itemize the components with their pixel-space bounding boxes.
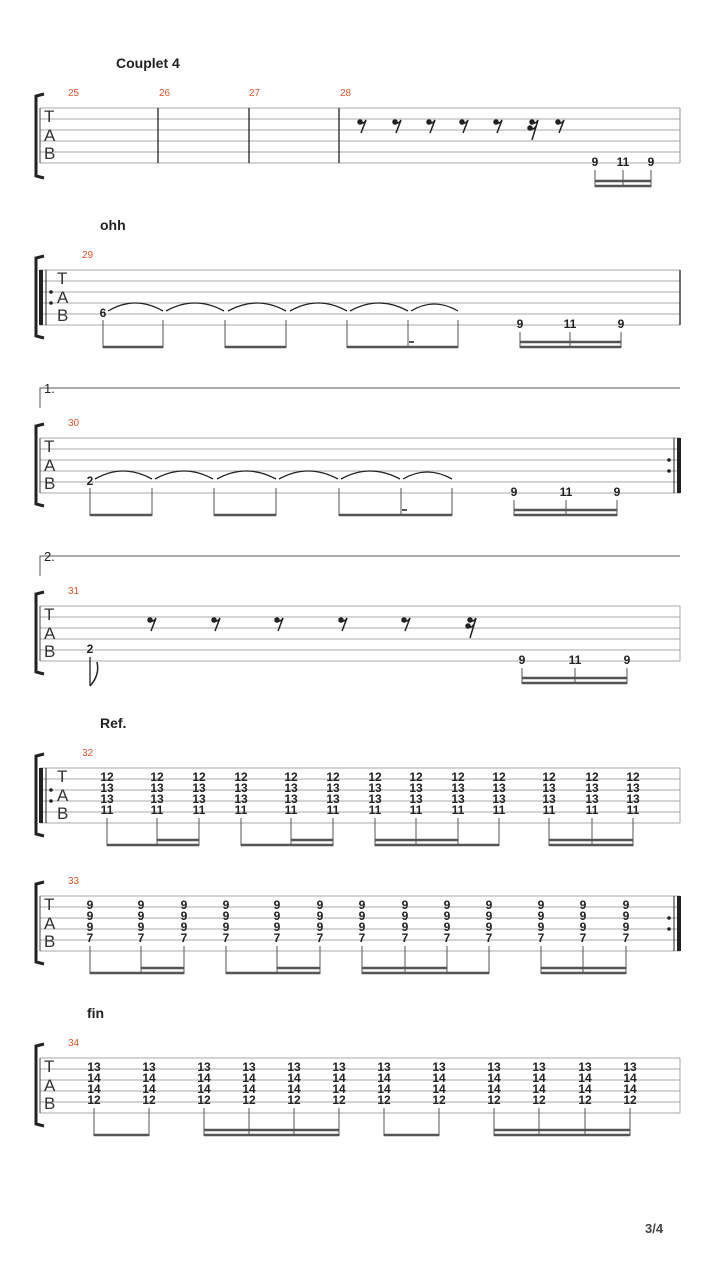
fret-number: 14 <box>432 1082 446 1096</box>
fret-number: 13 <box>585 781 599 795</box>
fret-number: 9 <box>316 920 324 934</box>
measure-number: 27 <box>249 88 261 99</box>
fret-number: 9 <box>485 898 493 912</box>
fret-number: 14 <box>287 1071 301 1085</box>
system-2 <box>36 217 680 348</box>
fret-number: 12 <box>377 1093 391 1107</box>
fret-number: 14 <box>332 1082 346 1096</box>
fret-number: 9 <box>86 920 94 934</box>
fret-number: 7 <box>222 931 230 945</box>
fret-number: 9 <box>180 898 188 912</box>
section-label: Couplet 4 <box>116 55 180 71</box>
measure-number: 29 <box>82 250 94 261</box>
svg-text:A: A <box>44 126 56 145</box>
fret-number: 11 <box>368 803 382 817</box>
fret-number: 9 <box>273 920 281 934</box>
fret-number: 9 <box>591 155 599 169</box>
fret-number: 9 <box>180 920 188 934</box>
fret-number: 12 <box>287 1093 301 1107</box>
fret-number: 13 <box>142 1060 156 1074</box>
fret-number: 12 <box>542 770 556 784</box>
fret-number: 13 <box>451 781 465 795</box>
system-7 <box>36 1005 680 1136</box>
fret-number: 9 <box>579 898 587 912</box>
repeat-start-sign <box>39 768 53 823</box>
fret-number: 14 <box>432 1071 446 1085</box>
fret-number: 11 <box>563 317 577 331</box>
fret-number: 14 <box>87 1082 101 1096</box>
fret-number: 13 <box>326 781 340 795</box>
fret-number: 13 <box>532 1060 546 1074</box>
measure-number: 33 <box>68 876 80 887</box>
fret-number: 7 <box>316 931 324 945</box>
fret-number: 13 <box>284 781 298 795</box>
fret-number: 9 <box>401 909 409 923</box>
tab-clef <box>57 269 69 325</box>
fret-number: 7 <box>443 931 451 945</box>
measure-number: 25 <box>68 88 80 99</box>
tab-clef <box>44 437 56 493</box>
fret-number: 9 <box>137 920 145 934</box>
fret-number: 12 <box>487 1093 501 1107</box>
fret-number: 2 <box>86 474 94 488</box>
fret-number: 9 <box>518 653 526 667</box>
fret-number: 13 <box>100 792 114 806</box>
fret-number: 14 <box>532 1071 546 1085</box>
fret-number: 13 <box>284 792 298 806</box>
fret-number: 12 <box>451 770 465 784</box>
fret-number: 12 <box>197 1093 211 1107</box>
fret-number: 9 <box>358 909 366 923</box>
tie-arcs <box>108 303 458 311</box>
svg-text:T: T <box>44 1057 55 1076</box>
svg-text:B: B <box>44 642 56 661</box>
fret-number: 13 <box>326 792 340 806</box>
fret-number: 7 <box>579 931 587 945</box>
fret-number: 11 <box>284 803 298 817</box>
fret-number: 13 <box>432 1060 446 1074</box>
system-6 <box>36 876 681 974</box>
fret-number: 12 <box>532 1093 546 1107</box>
fret-number: 11 <box>492 803 506 817</box>
fret-number: 7 <box>180 931 188 945</box>
fret-number: 12 <box>578 1093 592 1107</box>
fret-number: 9 <box>222 898 230 912</box>
fret-number: 9 <box>358 920 366 934</box>
fret-number: 13 <box>585 792 599 806</box>
fret-number: 7 <box>273 931 281 945</box>
fret-number: 13 <box>542 781 556 795</box>
page-number: 3/4 <box>645 1221 664 1236</box>
fret-number: 9 <box>137 909 145 923</box>
fret-number: 13 <box>100 781 114 795</box>
fret-number: 9 <box>622 909 630 923</box>
fret-number: 11 <box>192 803 206 817</box>
tab-clef <box>44 107 56 163</box>
system-5 <box>36 715 680 846</box>
fret-number: 13 <box>150 781 164 795</box>
tie-arcs <box>95 471 452 479</box>
fret-number: 9 <box>537 920 545 934</box>
fret-number: 14 <box>377 1082 391 1096</box>
fret-number: 9 <box>485 920 493 934</box>
fret-number: 9 <box>516 317 524 331</box>
fret-number: 9 <box>273 909 281 923</box>
fret-number: 9 <box>510 485 518 499</box>
fret-number: 9 <box>86 909 94 923</box>
fret-number: 14 <box>142 1082 156 1096</box>
tab-staff <box>40 606 680 661</box>
system-4 <box>36 549 680 686</box>
fret-number: 11 <box>616 155 630 169</box>
measure-number: 30 <box>68 418 80 429</box>
fret-number: 13 <box>192 792 206 806</box>
svg-text:T: T <box>44 605 55 624</box>
fret-number: 13 <box>626 781 640 795</box>
fret-number: 9 <box>222 909 230 923</box>
fret-number: 12 <box>368 770 382 784</box>
volta-bracket <box>40 381 680 408</box>
beam-group <box>107 818 633 846</box>
fret-number: 9 <box>443 920 451 934</box>
beam-group <box>90 488 617 516</box>
fret-number: 12 <box>234 770 248 784</box>
fret-number: 9 <box>401 920 409 934</box>
measure-number: 34 <box>68 1038 80 1049</box>
fret-number: 13 <box>287 1060 301 1074</box>
fret-number: 9 <box>273 898 281 912</box>
svg-text:A: A <box>57 786 69 805</box>
fret-number: 11 <box>409 803 423 817</box>
fret-number: 12 <box>284 770 298 784</box>
fret-number: 13 <box>150 792 164 806</box>
repeat-end-sign <box>667 438 681 493</box>
fret-number: 12 <box>242 1093 256 1107</box>
section-label: Ref. <box>100 715 127 731</box>
tab-clef <box>57 767 69 823</box>
fret-number: 9 <box>647 155 655 169</box>
fret-number: 9 <box>537 909 545 923</box>
fret-number: 14 <box>623 1071 637 1085</box>
fret-number: 7 <box>86 931 94 945</box>
svg-text:T: T <box>44 895 55 914</box>
barlines <box>158 108 680 163</box>
chord-column-group <box>87 898 630 945</box>
svg-text:2.: 2. <box>44 549 55 564</box>
fret-number: 12 <box>492 770 506 784</box>
fret-number: 12 <box>585 770 599 784</box>
fret-number: 12 <box>87 1093 101 1107</box>
fret-number: 12 <box>626 770 640 784</box>
system-1 <box>36 55 680 187</box>
svg-text:B: B <box>44 144 56 163</box>
fret-number: 11 <box>585 803 599 817</box>
tab-staff <box>40 108 680 163</box>
fret-number: 11 <box>100 803 114 817</box>
beam-group <box>595 170 651 187</box>
fret-number: 12 <box>326 770 340 784</box>
fret-number: 13 <box>451 792 465 806</box>
fret-number: 13 <box>542 792 556 806</box>
fret-number: 13 <box>332 1060 346 1074</box>
fret-number: 14 <box>487 1071 501 1085</box>
fret-number: 13 <box>242 1060 256 1074</box>
system-3 <box>36 381 681 516</box>
fret-number: 14 <box>332 1071 346 1085</box>
tab-staff <box>40 438 680 493</box>
repeat-end-sign <box>667 896 681 951</box>
fret-number: 12 <box>142 1093 156 1107</box>
fret-number: 14 <box>578 1071 592 1085</box>
volta-bracket <box>40 549 680 576</box>
fret-number: 7 <box>537 931 545 945</box>
fret-number: 11 <box>568 653 582 667</box>
fret-number: 13 <box>234 792 248 806</box>
fret-number: 9 <box>622 920 630 934</box>
fret-number: 9 <box>617 317 625 331</box>
svg-text:T: T <box>57 767 68 786</box>
svg-text:A: A <box>57 288 69 307</box>
fret-number: 9 <box>137 898 145 912</box>
chord-column-group <box>100 770 640 817</box>
fret-number: 9 <box>180 909 188 923</box>
fret-number: 7 <box>358 931 366 945</box>
chord-column-group <box>87 1060 637 1107</box>
fret-number: 14 <box>532 1082 546 1096</box>
fret-number: 2 <box>86 642 94 656</box>
fret-number: 11 <box>451 803 465 817</box>
fret-number: 7 <box>485 931 493 945</box>
fret-number: 9 <box>443 909 451 923</box>
tab-clef <box>44 605 56 661</box>
fret-number: 9 <box>316 898 324 912</box>
svg-text:B: B <box>57 306 69 325</box>
svg-text:A: A <box>44 456 56 475</box>
measure-number: 32 <box>82 748 94 759</box>
fret-number: 13 <box>368 781 382 795</box>
fret-number: 11 <box>626 803 640 817</box>
fret-number: 13 <box>487 1060 501 1074</box>
fret-number: 9 <box>316 909 324 923</box>
fret-number: 14 <box>578 1082 592 1096</box>
fret-number: 13 <box>87 1060 101 1074</box>
fret-number: 14 <box>197 1071 211 1085</box>
fret-number: 7 <box>137 931 145 945</box>
fret-number: 11 <box>234 803 248 817</box>
fret-number: 13 <box>492 781 506 795</box>
measure-number: 26 <box>159 88 171 99</box>
fret-number: 13 <box>409 792 423 806</box>
tab-staff <box>40 768 680 823</box>
svg-text:B: B <box>44 932 56 951</box>
svg-text:T: T <box>44 437 55 456</box>
svg-text:T: T <box>44 107 55 126</box>
fret-number: 9 <box>622 898 630 912</box>
tab-clef <box>44 895 56 951</box>
fret-number: 13 <box>623 1060 637 1074</box>
svg-text:A: A <box>44 914 56 933</box>
svg-text:A: A <box>44 624 56 643</box>
fret-number: 13 <box>409 781 423 795</box>
fret-number: 12 <box>100 770 114 784</box>
fret-number: 9 <box>613 485 621 499</box>
fret-number: 11 <box>542 803 556 817</box>
fret-number: 13 <box>626 792 640 806</box>
fret-number: 13 <box>234 781 248 795</box>
tab-clef <box>44 1057 56 1113</box>
tab-staff <box>40 270 680 325</box>
fret-number: 14 <box>242 1082 256 1096</box>
svg-text:B: B <box>57 804 69 823</box>
fret-number: 11 <box>326 803 340 817</box>
fret-number: 9 <box>86 898 94 912</box>
fret-number: 12 <box>409 770 423 784</box>
fret-number: 6 <box>99 306 107 320</box>
fret-number: 14 <box>142 1071 156 1085</box>
section-label: ohh <box>100 217 126 233</box>
repeat-start-sign <box>39 270 53 325</box>
beam-group <box>90 946 626 974</box>
fret-number: 9 <box>579 920 587 934</box>
measure-number: 31 <box>68 586 80 597</box>
fret-number: 13 <box>197 1060 211 1074</box>
fret-number: 9 <box>443 898 451 912</box>
svg-text:B: B <box>44 1094 56 1113</box>
fret-number: 13 <box>578 1060 592 1074</box>
fret-number: 14 <box>242 1071 256 1085</box>
fret-number: 12 <box>432 1093 446 1107</box>
fret-number: 14 <box>87 1071 101 1085</box>
fret-number: 13 <box>492 792 506 806</box>
measure-number: 28 <box>340 88 352 99</box>
fret-number: 9 <box>485 909 493 923</box>
fret-number: 13 <box>368 792 382 806</box>
fret-number: 11 <box>150 803 164 817</box>
fret-number: 14 <box>623 1082 637 1096</box>
fret-number: 12 <box>332 1093 346 1107</box>
fret-number: 13 <box>377 1060 391 1074</box>
fret-number: 9 <box>401 898 409 912</box>
fret-number: 12 <box>150 770 164 784</box>
fret-number: 12 <box>192 770 206 784</box>
svg-text:B: B <box>44 474 56 493</box>
fret-number: 14 <box>287 1082 301 1096</box>
svg-text:T: T <box>57 269 68 288</box>
svg-text:A: A <box>44 1076 56 1095</box>
fret-number: 11 <box>559 485 573 499</box>
fret-number: 9 <box>358 898 366 912</box>
fret-number: 14 <box>197 1082 211 1096</box>
fret-number: 14 <box>377 1071 391 1085</box>
fret-number: 9 <box>222 920 230 934</box>
section-label: fin <box>87 1005 105 1021</box>
svg-text:1.: 1. <box>44 381 55 396</box>
fret-number: 12 <box>623 1093 637 1107</box>
fret-number: 13 <box>192 781 206 795</box>
fret-number: 7 <box>401 931 409 945</box>
fret-number: 9 <box>537 898 545 912</box>
fret-number: 14 <box>487 1082 501 1096</box>
beam-group <box>103 320 621 348</box>
fret-number: 9 <box>579 909 587 923</box>
fret-number: 7 <box>622 931 630 945</box>
fret-number: 9 <box>623 653 631 667</box>
beam-group <box>94 1108 630 1136</box>
